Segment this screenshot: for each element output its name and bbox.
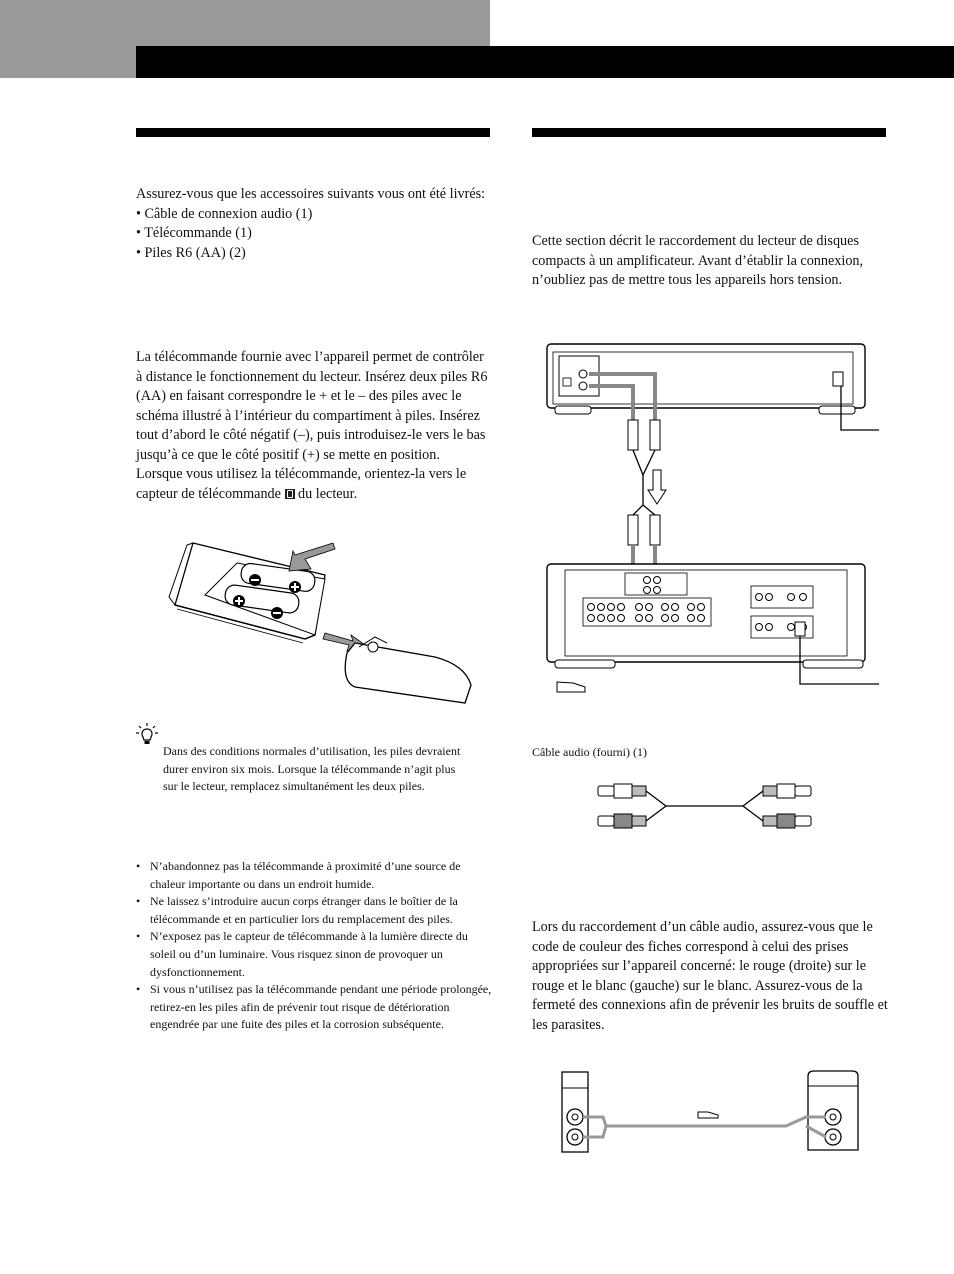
note-item: • N’exposez pas le capteur de télécommande à la lumière directe du soleil ou d’un luminaire. Vous risquez sinon de provoquer un dysfonctionnement.: [136, 928, 492, 981]
cable-caption: Câble audio (fourni) (1): [532, 745, 647, 759]
remote-section: [136, 348, 488, 504]
accessories-intro: Assurez-vous que les accessoires suivants vous ont été livrés:: [136, 186, 486, 202]
lightbulb-icon: [136, 723, 158, 747]
header-black-bar: [136, 46, 954, 78]
remote-battery-illustration: [165, 535, 485, 715]
connection-diagram: [545, 340, 885, 705]
notes-list: [136, 858, 492, 1034]
connection-intro-block: [532, 232, 888, 291]
color-code-block: [532, 918, 888, 1035]
accessory-item: • Câble de connexion audio (1): [136, 205, 313, 222]
remote-text: La télécommande fournie avec l’appareil permet de contrôler à distance le fonctionnement du lecteur. Insérez deux piles R6 (AA) en faisant correspondre le + et le – des piles avec le schéma illustré à l’intérieur du compartiment à piles. Insérez tout d’abord le côté négatif (–), puis introduisez-le vers le bas jusqu’à ce que le côté positif (+) se mette en position. Lorsque vous utilisez la télécommande, orientez-la vers le capteur de télécommande: [136, 349, 488, 502]
note-item: • Si vous n’utilisez pas la télécommande pendant une période prolongée, retirez-en les piles afin de prévenir tout risque de détérioration engendrée par une fuite des piles et la corrosion subséquente.: [136, 981, 492, 1034]
connection-intro: Cette section décrit le raccordement du lecteur de disques compacts à un amplificateur. Avant d’établir la connexion, n’oubliez pas de mettre tous les appareils hors tension.: [532, 233, 864, 288]
audio-cable-illustration: [592, 778, 817, 838]
remote-text-end: du lecteur.: [294, 485, 358, 502]
remote-instructions: [136, 348, 488, 504]
accessory-item: • Télécommande (1): [136, 225, 252, 241]
accessory-item: • Piles R6 (AA) (2): [136, 244, 246, 261]
right-section-rule: [532, 128, 886, 137]
jack-connection-illustration: [558, 1068, 863, 1158]
note-item: • N’abandonnez pas la télécommande à proximité d’une source de chaleur importante ou dans un endroit humide.: [136, 858, 492, 893]
accessories-list: [136, 205, 492, 264]
left-section-rule: [136, 128, 490, 137]
tip-text: Dans des conditions normales d’utilisation, les piles devraient durer environ six mois. Lorsque la télécommande n’agit plus sur le lecteur, remplacez simultanément les deux piles.: [163, 744, 461, 794]
remote-sensor-icon: [285, 489, 295, 499]
color-code-text: Lors du raccordement d’un câble audio, assurez-vous que le code de couleur des fiches correspond à celui des prises appropriées sur l’appareil concerné: le rouge (droite) sur le rouge et le blanc (gauche) sur le blanc. Assurez-vous de la fermeté des connexions afin de prévenir les bruits de souffle et les parasites.: [532, 919, 888, 1033]
cable-caption-block: [532, 744, 888, 762]
notes-section: [136, 858, 492, 1034]
accessories-section: [136, 185, 492, 263]
note-item: • Ne laissez s’introduire aucun corps étranger dans le boîtier de la télécommande et en particulier lors du remplacement des piles.: [136, 893, 492, 928]
tip-text-block: [163, 743, 463, 796]
